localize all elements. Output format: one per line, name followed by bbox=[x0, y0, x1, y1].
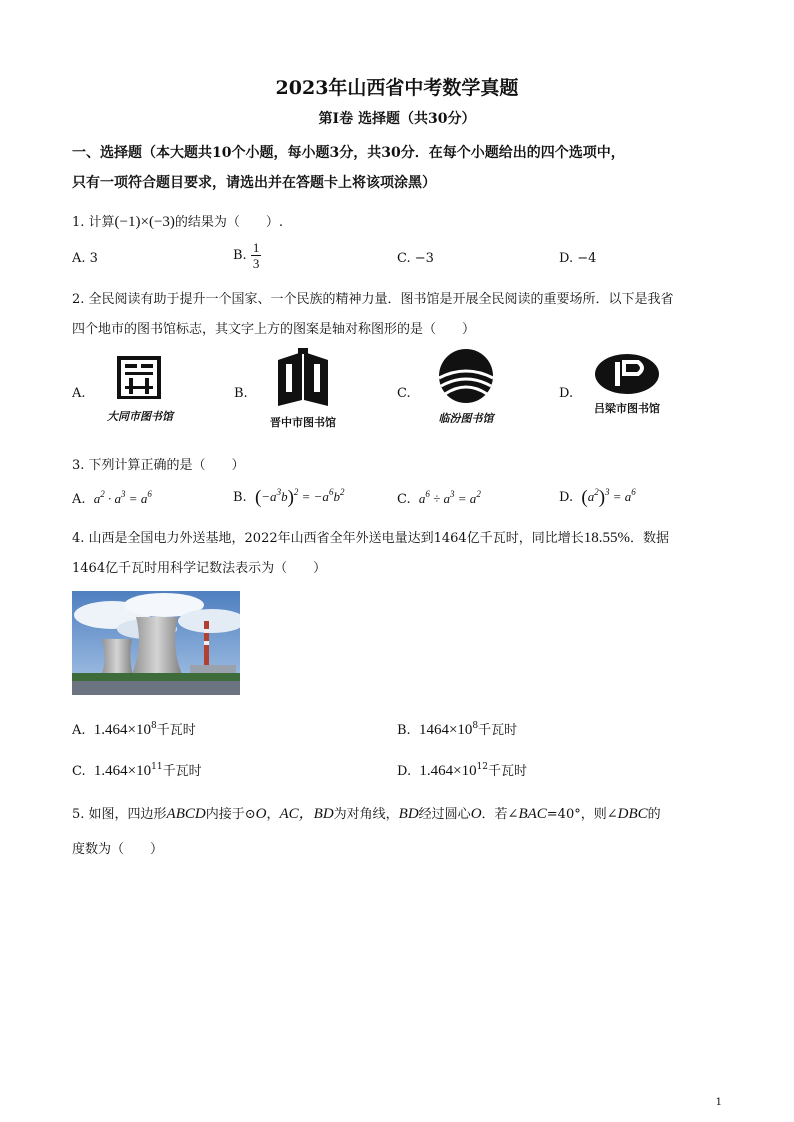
q5-text-e: 经过圆心 bbox=[418, 807, 471, 822]
q5-center: O bbox=[470, 806, 482, 822]
logo-d-caption: 吕梁市图书馆 bbox=[594, 402, 660, 415]
q5-text-c: ， bbox=[266, 807, 280, 822]
fraction-denominator: 3 bbox=[252, 256, 260, 271]
q4-option-d-label: D. bbox=[397, 764, 412, 779]
q4-option-b bbox=[397, 719, 517, 739]
question-5-line1 bbox=[72, 802, 661, 823]
q4-option-d-exponent: 12 bbox=[476, 762, 489, 772]
q3-option-b-formula: $(-a^3b)^2 = -a^6b^2$ bbox=[254, 487, 345, 508]
question-3-stem: 3. 下列计算正确的是（ ） bbox=[72, 458, 245, 473]
q1-suffix: 的结果为（ ）. bbox=[174, 215, 284, 230]
logo-d bbox=[582, 350, 672, 434]
q2-option-b-label: B. bbox=[234, 386, 248, 401]
q4-option-b-exponent: 8 bbox=[472, 721, 479, 731]
logo-a bbox=[95, 350, 185, 434]
q4-option-c-unit: 千瓦时 bbox=[162, 764, 202, 779]
logo-b-caption: 晋中市图书馆 bbox=[270, 416, 336, 429]
q5-text-d: 为对角线， bbox=[333, 807, 399, 822]
q4-option-c-label: C. bbox=[72, 764, 86, 779]
q3-option-d-formula: $(a^2)^3 = a^6$ bbox=[581, 487, 636, 508]
q4-option-b-unit: 千瓦时 bbox=[478, 723, 518, 738]
q1-option-b-fraction bbox=[251, 240, 262, 271]
q2-option-c-label: C. bbox=[397, 386, 411, 401]
logo-c-emblem-icon bbox=[421, 346, 511, 434]
q2-option-a-label: A. bbox=[72, 386, 86, 401]
logo-a-caption: 大同市图书馆 bbox=[107, 410, 173, 423]
q5-angle-dbc: DBC bbox=[617, 806, 648, 822]
q5-quadrilateral: ABCD bbox=[166, 806, 206, 822]
q4-option-c bbox=[72, 760, 202, 780]
part-title: 第Ⅰ卷 选择题（共30分） bbox=[318, 111, 476, 127]
q4-option-b-base: 1464×10 bbox=[418, 722, 473, 738]
q3-option-a-formula: $a^2 \cdot a^3 = a^6$ bbox=[93, 489, 152, 506]
q4-option-a bbox=[72, 719, 196, 739]
q3-option-c bbox=[397, 489, 481, 507]
q1-option-c: C. −3 bbox=[397, 251, 434, 266]
q1-option-b bbox=[233, 240, 261, 271]
q4-line1-end: ．数据 bbox=[629, 531, 669, 546]
q4-option-c-base: 1.464×10 bbox=[93, 763, 152, 779]
q4-option-a-label: A. bbox=[72, 723, 86, 738]
q5-text-b: 内接于⊙ bbox=[205, 807, 256, 822]
logo-c bbox=[421, 346, 511, 434]
q4-option-d-base: 1.464×10 bbox=[419, 763, 477, 779]
question-2-line1: 2. 全民阅读有助于提升一个国家、一个民族的精神力量．图书馆是开展全民阅读的重要场所．以下是我省 bbox=[72, 292, 674, 307]
logo-b-emblem-icon bbox=[258, 346, 348, 434]
q5-circle: O bbox=[255, 806, 267, 822]
cooling-towers-image bbox=[72, 591, 240, 695]
q4-option-c-exponent: 11 bbox=[151, 762, 163, 772]
logo-d-emblem-icon bbox=[582, 350, 672, 434]
q3-option-c-formula: $a^6 \div a^3 = a^2$ bbox=[418, 489, 481, 506]
page-number: 1 bbox=[715, 1097, 722, 1108]
q4-option-d bbox=[397, 760, 527, 780]
q3-option-a-label: A. bbox=[72, 492, 86, 507]
q3-option-d bbox=[559, 487, 636, 509]
q3-option-c-label: C. bbox=[397, 492, 411, 507]
q4-line1-text: 4. 山西是全国电力外送基地，2022年山西省全年外送电量达到1464亿千瓦时，同比增长 bbox=[72, 531, 584, 546]
q1-option-a: A. 3 bbox=[72, 251, 98, 266]
question-1-stem bbox=[72, 211, 283, 231]
section-instructions-line2: 只有一项符合题目要求，请选出并在答题卡上将该项涂黑） bbox=[72, 175, 436, 191]
logo-c-caption: 临汾图书馆 bbox=[438, 412, 494, 425]
q4-option-a-exponent: 8 bbox=[151, 721, 157, 731]
fraction-numerator: 1 bbox=[252, 240, 260, 255]
q2-option-d-label: D. bbox=[559, 386, 574, 401]
logo-a-emblem-icon bbox=[95, 350, 185, 434]
q5-angle-bac: BAC bbox=[518, 806, 547, 822]
q4-percentage: 18.55% bbox=[583, 530, 630, 546]
question-4-line1 bbox=[72, 527, 669, 547]
q5-diagonals: AC，BD bbox=[279, 806, 334, 822]
section-instructions-line1: 一、选择题（本大题共10个小题，每小题3分，共30分．在每个小题给出的四个选项中， bbox=[72, 145, 625, 161]
q1-option-b-label: B. bbox=[233, 248, 247, 263]
question-4-line2: 1464亿千瓦时用科学记数法表示为（ ） bbox=[72, 561, 327, 576]
q5-text-a: 5. 如图，四边形 bbox=[72, 807, 167, 822]
q1-option-d: D. −4 bbox=[559, 251, 597, 266]
page-title: 2023年山西省中考数学真题 bbox=[275, 77, 519, 99]
q5-text-h: 的 bbox=[647, 807, 661, 822]
q4-option-d-unit: 千瓦时 bbox=[488, 764, 528, 779]
q3-option-a bbox=[72, 489, 152, 507]
q3-option-b-label: B. bbox=[233, 490, 247, 505]
q4-option-a-unit: 千瓦时 bbox=[156, 723, 196, 738]
q5-text-f: ．若∠ bbox=[481, 807, 519, 822]
q5-text-g: =40°，则∠ bbox=[546, 807, 618, 822]
question-2-line2: 四个地市的图书馆标志，其文字上方的图案是轴对称图形的是（ ） bbox=[72, 322, 476, 337]
question-5-line2: 度数为（ ） bbox=[72, 842, 164, 857]
q4-option-a-base: 1.464×10 bbox=[93, 722, 152, 738]
q3-option-d-label: D. bbox=[559, 490, 574, 505]
power-plant-photo bbox=[72, 591, 240, 695]
logo-b bbox=[258, 346, 348, 434]
q4-option-b-label: B. bbox=[397, 723, 411, 738]
q3-option-b bbox=[233, 487, 344, 509]
q1-prefix: 1. 计算 bbox=[72, 215, 115, 230]
q5-bd: BD bbox=[398, 806, 419, 822]
q1-expression: (−1)×(−3) bbox=[114, 214, 175, 230]
